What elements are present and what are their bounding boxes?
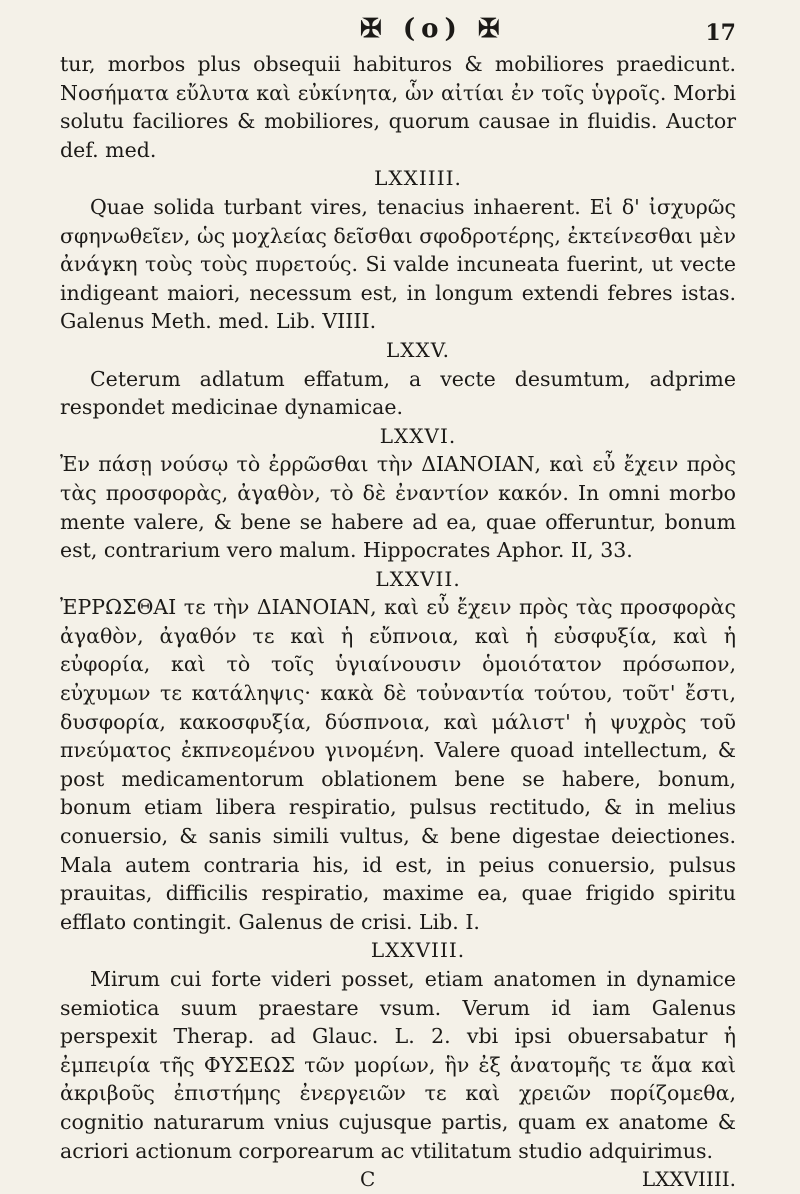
page-number: 17 [705,20,736,46]
paragraph-5: ἘΡΡΩΣΘΑΙ τε τὴν ΔΙΑΝΟΙΑΝ, καὶ εὖ ἔχειν πρὸς τὰς προσφορὰς ἀγαθὸν, ἀγαθόν τε καὶ ἡ εὔπνοια, καὶ ἡ εὐσφυξία, καὶ ἡ εὐφορία, καὶ τὸ τοῖς ὑγιαίνουσιν ὁμοιότατον πρόσωπον, εὐχυμων τε κατάληψις· κακὰ δὲ τοὐναντία τούτου, τοῦτ' ἔστι, δυσφορία, κακοσφυξία, δύσπνοια, καὶ μάλιστ' ἡ ψυχρὸς τοῦ πνεύματος ἐκπνεομένου γινομένη. Valere quoad intellectum, & post medicamentorum oblationem bene se habere, bonum, bonum etiam libera respiratio, pulsus rectitudo, & in melius conuersio, & sanis simili vultus, & bene digestae deiectiones. Mala autem contraria his, id est, in peius conuersio, pulsus prauitas, difficilis respiratio, maxime ea, quae frigido spiritu efflato contingit. Galenus de crisi. Lib. I. [60,595,736,934]
paragraph-1: tur, morbos plus obsequii habituros & mobiliores praedicunt. Νοσήματα εὔλυτα καὶ εὐκίνητα, ὧν αἰτίαι ἐν τοῖς ὑγροῖς. Morbi solutu faciliores & mobiliores, quorum causae in fluidis. Auctor def. med. [60,52,736,162]
page-footer [60,1165,736,1194]
paragraph-4: Ἐν πάσῃ νούσῳ τὸ ἐρρῶσθαι τὴν ΔΙΑΝΟΙΑΝ, καὶ εὖ ἔχειν πρὸς τὰς προσφορὰς, ἀγαθὸν, τὸ δὲ ἐναντίον κακόν. In omni morbo mente valere, & bene se habere ad ea, quae offeruntur, bonum est, contrarium vero malum. Hippocrates Aphor. II, 33. [60,452,736,563]
section-number-77: LXXVII. [375,566,461,591]
section-number-78: LXXVIII. [370,938,466,963]
signature-mark: C [360,1167,376,1192]
paragraph-2: Quae solida turbant vires, tenacius inhaerent. Εἰ δ' ἰσχυρῶς σφηνωθεῖεν, ὡς μοχλείας δεῖσθαι σφοδροτέρης, ἐκτείνεσθαι μὲν ἀνάγκη τοὺς τοὺς πυρετούς. Si valde incuneata fuerint, ut vecte indigeant maiori, necessum est, in longum extendi febres istas. Galenus Meth. med. Lib. VIIII. [60,194,736,334]
catchword: LXXVIIII. [641,1167,736,1192]
paragraph-6: Mirum cui forte videri posset, etiam anatomen in dynamice semiotica suum praestare vsum. Verum id iam Galenus perspexit Therap. ad Glauc. L. 2. vbi ipsi obuersabatur ἡ ἐμπειρία τῆς ΦΥΣΕΩΣ τῶν μορίων, ἣν ἐξ ἀνατομῆς τε ἅμα καὶ ἀκριβοῦς ἐπιστήμης ἐνεργειῶν τε καὶ χρειῶν πορίζομεθα, cognitio naturarum vnius cujusque partis, quam ex anatome & acriori actionum corporearum ac vtilitatum studio adquirimus. [60,967,736,1163]
page-body [60,50,736,1194]
header-ornament: ✠ (o) ✠ [360,14,506,44]
section-number-74: LXXIIII. [374,166,462,191]
section-number-75: LXXV. [385,337,451,362]
page-header [60,10,736,50]
section-number-76: LXXVI. [379,423,457,448]
paragraph-3: Ceterum adlatum effatum, a vecte desumtum, adprime respondet medicinae dynamicae. [60,366,736,420]
